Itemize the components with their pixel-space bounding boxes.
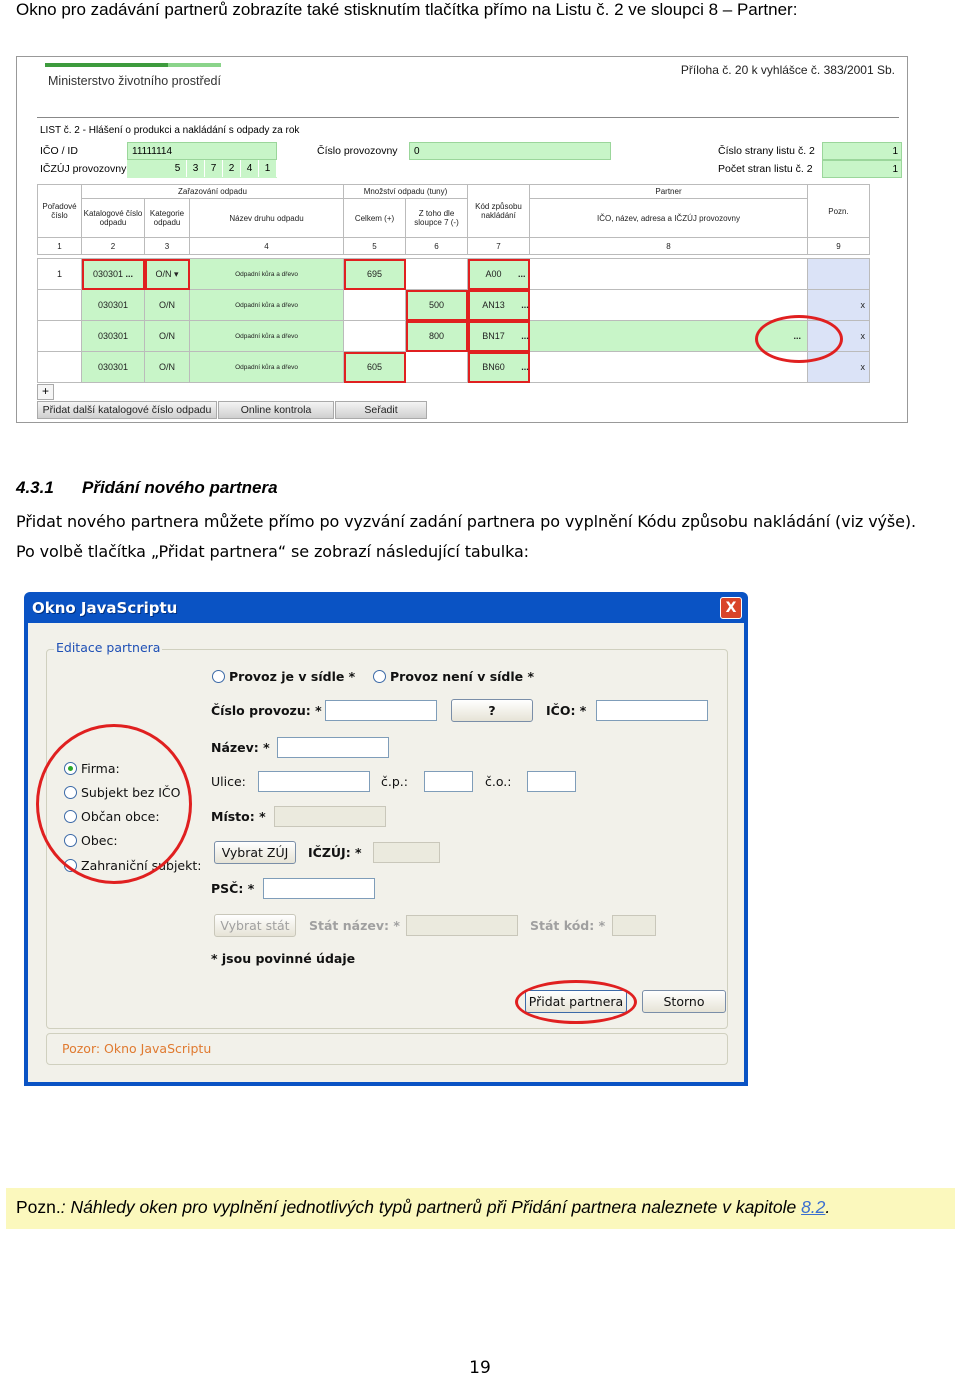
col-number: 1 bbox=[38, 238, 82, 255]
cell-kategorie-value: O/N bbox=[155, 268, 172, 279]
nazev-label: Název: * bbox=[211, 740, 270, 755]
misto-label: Místo: * bbox=[211, 809, 266, 824]
cell-kategorie[interactable]: O/N bbox=[145, 290, 190, 321]
cislo-provozu-label: Číslo provozu: * bbox=[211, 703, 322, 718]
section-title: Přidání nového partnera bbox=[82, 478, 278, 497]
cell-kategorie[interactable]: O/N bbox=[145, 321, 190, 352]
iczuj-digit: 5 bbox=[169, 160, 187, 177]
fieldset-legend: Editace partnera bbox=[56, 640, 161, 655]
cell-ztoho[interactable] bbox=[406, 352, 468, 383]
note-end: . bbox=[825, 1197, 831, 1217]
radio-label: Provoz je v sídle * bbox=[229, 669, 356, 684]
waste-table bbox=[37, 184, 870, 383]
col-number: 9 bbox=[808, 238, 870, 255]
paragraph: Přidat nového partnera můžete přímo po vyzvání zadání partnera po vyplnění Kódu způsobu nakládání (viz výše). bbox=[16, 512, 917, 531]
add-row-button[interactable]: + bbox=[37, 384, 54, 400]
cell-kod[interactable] bbox=[468, 352, 530, 383]
status-text: Pozor: Okno JavaScriptu bbox=[62, 1041, 212, 1056]
cislo-strany-field[interactable]: 1 bbox=[822, 142, 902, 160]
intro-text: Okno pro zadávání partnerů zobrazíte také stisknutím tlačítka přímo na Listu č. 2 ve sloupci 8 – Partner: bbox=[16, 0, 798, 19]
cell-nazev: Odpadní kůra a dřevo bbox=[190, 321, 344, 352]
iczuj-digit: 7 bbox=[205, 160, 223, 177]
storno-button[interactable]: Storno bbox=[642, 990, 726, 1013]
radio-provoz-sidle[interactable] bbox=[212, 669, 355, 684]
stat-nazev-input[interactable] bbox=[406, 915, 518, 936]
ico-label: IČO / ID bbox=[40, 145, 78, 157]
cell-partner[interactable] bbox=[530, 290, 808, 321]
cell-pozn[interactable]: x bbox=[808, 321, 870, 352]
kod-ellipsis-button[interactable]: ... bbox=[521, 300, 529, 310]
stat-nazev-label: Stát název: * bbox=[309, 918, 400, 933]
stat-kod-input[interactable] bbox=[612, 915, 656, 936]
radio-label: Subjekt bez IČO bbox=[81, 785, 181, 800]
header-katalogove: Katalogové číslo odpadu bbox=[82, 199, 145, 238]
iczuj-digit: 2 bbox=[223, 160, 241, 177]
radio-icon[interactable] bbox=[373, 670, 386, 683]
cell-kod-value: BN60 bbox=[482, 362, 505, 372]
cell-katalog[interactable]: 030301 bbox=[82, 352, 145, 383]
col-number: 5 bbox=[344, 238, 406, 255]
cell-pozn[interactable] bbox=[808, 259, 870, 290]
cell-ztoho[interactable]: 500 bbox=[406, 290, 468, 321]
iczuj-label: IČZÚJ: * bbox=[308, 845, 362, 860]
cell-ztoho[interactable] bbox=[406, 259, 468, 290]
header-ztoho: Z toho dle sloupce 7 (-) bbox=[406, 199, 468, 238]
divider bbox=[37, 117, 899, 118]
header-kod: Kód způsobu nakládání bbox=[468, 185, 530, 238]
sort-button[interactable]: Seřadit bbox=[335, 401, 427, 419]
cell-kod[interactable] bbox=[468, 259, 530, 290]
col-number: 8 bbox=[530, 238, 808, 255]
radio-label: Firma: bbox=[81, 761, 120, 776]
iczuj-field[interactable] bbox=[127, 160, 277, 178]
cell-celkem[interactable]: 605 bbox=[344, 352, 406, 383]
cell-kategorie[interactable]: O/N bbox=[145, 352, 190, 383]
cell-kategorie[interactable]: O/N ▾ bbox=[145, 259, 190, 290]
header-partner-group: Partner bbox=[530, 185, 808, 199]
cell-kod-value: BN17 bbox=[482, 331, 505, 341]
pocet-stran-label: Počet stran listu č. 2 bbox=[718, 163, 813, 175]
cell-katalog[interactable]: 030301 bbox=[82, 321, 145, 352]
chapter-link[interactable]: 8.2 bbox=[801, 1197, 826, 1217]
cell-kod[interactable] bbox=[468, 321, 530, 352]
section-heading bbox=[16, 478, 278, 498]
list-title: LIST č. 2 - Hlášení o produkci a nakládání s odpady za rok bbox=[40, 125, 300, 136]
ico-input[interactable] bbox=[596, 700, 708, 721]
header-mnozstvi: Množství odpadu (tuny) bbox=[344, 185, 468, 199]
iczuj-digit: 4 bbox=[241, 160, 259, 177]
col-number: 3 bbox=[145, 238, 190, 255]
cell-poradove: 1 bbox=[38, 259, 82, 290]
cell-nazev: Odpadní kůra a dřevo bbox=[190, 290, 344, 321]
cell-kod-value: A00 bbox=[485, 269, 502, 279]
cp-label: č.p.: bbox=[381, 774, 408, 789]
cell-celkem[interactable]: 695 bbox=[344, 259, 406, 290]
header-zarazovani: Zařazování odpadu bbox=[82, 185, 344, 199]
cell-poradove bbox=[38, 321, 82, 352]
page-number: 19 bbox=[469, 1358, 491, 1378]
cell-kod[interactable] bbox=[468, 290, 530, 321]
radio-label: Zahraniční subjekt: bbox=[81, 858, 202, 873]
priloha-text: Příloha č. 20 k vyhlášce č. 383/2001 Sb. bbox=[680, 63, 895, 77]
cislo-provozovny-field[interactable]: 0 bbox=[409, 142, 611, 160]
cp-input[interactable] bbox=[424, 771, 473, 792]
nazev-input[interactable] bbox=[277, 737, 389, 758]
cell-poradove bbox=[38, 290, 82, 321]
co-label: č.o.: bbox=[485, 774, 512, 789]
table-row bbox=[38, 321, 870, 352]
note-box bbox=[6, 1188, 955, 1229]
col-number: 2 bbox=[82, 238, 145, 255]
kod-ellipsis-button[interactable]: ... bbox=[521, 331, 529, 341]
header-kategorie: Kategorie odpadu bbox=[145, 199, 190, 238]
lookup-button[interactable]: ? bbox=[451, 699, 533, 722]
header-nazev: Název druhu odpadu bbox=[190, 199, 344, 238]
cell-pozn[interactable]: x bbox=[808, 290, 870, 321]
online-check-button[interactable]: Online kontrola bbox=[218, 401, 334, 419]
highlight-ellipse bbox=[755, 315, 843, 363]
table-row bbox=[38, 259, 870, 290]
vybrat-zuj-button[interactable]: Vybrat ZÚJ bbox=[214, 841, 296, 864]
header-partner: IČO, název, adresa a IČZÚJ provozovny bbox=[530, 199, 808, 238]
radio-label: Občan obce: bbox=[81, 809, 160, 824]
ministry-name: Ministerstvo životního prostředí bbox=[48, 74, 221, 88]
cell-kod-value: AN13 bbox=[482, 300, 505, 310]
ulice-input[interactable] bbox=[258, 771, 370, 792]
radio-label: Obec: bbox=[81, 833, 118, 848]
cell-partner[interactable] bbox=[530, 352, 808, 383]
paragraph: Po volbě tlačítka „Přidat partnera“ se zobrazí následující tabulka: bbox=[16, 542, 529, 561]
cell-ztoho[interactable]: 800 bbox=[406, 321, 468, 352]
kod-ellipsis-button[interactable]: ... bbox=[518, 269, 526, 279]
add-partner-button[interactable]: Přidat partnera bbox=[525, 990, 627, 1013]
misto-input[interactable] bbox=[274, 806, 386, 827]
partner-ellipsis-button[interactable]: ... bbox=[793, 331, 801, 341]
iczuj-digit: 3 bbox=[187, 160, 205, 177]
col-number: 4 bbox=[190, 238, 344, 255]
cell-partner[interactable] bbox=[530, 259, 808, 290]
ico-field[interactable]: 11111114 bbox=[127, 142, 277, 160]
highlight-ellipse bbox=[515, 980, 637, 1024]
javascript-dialog bbox=[24, 592, 748, 1086]
note-label: Pozn. bbox=[16, 1197, 61, 1217]
kod-ellipsis-button[interactable]: ... bbox=[521, 362, 529, 372]
cislo-provozovny-label: Číslo provozovny bbox=[317, 145, 398, 157]
close-icon[interactable]: X bbox=[720, 597, 742, 619]
header-pozn: Pozn. bbox=[808, 185, 870, 238]
dialog-body bbox=[28, 623, 744, 1082]
pocet-stran-field[interactable]: 1 bbox=[822, 160, 902, 178]
col-number: 7 bbox=[468, 238, 530, 255]
radio-provoz-nesidle[interactable] bbox=[373, 669, 534, 684]
cell-pozn[interactable]: x bbox=[808, 352, 870, 383]
required-note: * jsou povinné údaje bbox=[211, 951, 356, 966]
cell-celkem[interactable] bbox=[344, 321, 406, 352]
cell-katalog[interactable]: 030301 bbox=[82, 290, 145, 321]
table-row bbox=[38, 290, 870, 321]
co-input[interactable] bbox=[527, 771, 576, 792]
header-celkem: Celkem (+) bbox=[344, 199, 406, 238]
section-number: 4.3.1 bbox=[16, 478, 54, 497]
highlight-ellipse bbox=[36, 724, 192, 884]
header-poradove: Pořadové číslo bbox=[38, 185, 82, 238]
form-screenshot bbox=[16, 56, 908, 423]
iczuj-label: IČZÚJ provozovny bbox=[40, 163, 127, 175]
cell-nazev: Odpadní kůra a dřevo bbox=[190, 259, 344, 290]
stat-kod-label: Stát kód: * bbox=[530, 918, 606, 933]
cell-poradove bbox=[38, 352, 82, 383]
ulice-label: Ulice: bbox=[211, 774, 246, 789]
radio-label: Provoz není v sídle * bbox=[390, 669, 535, 684]
iczuj-input[interactable] bbox=[373, 842, 440, 863]
cislo-strany-label: Číslo strany listu č. 2 bbox=[718, 145, 815, 157]
iczuj-digit: 1 bbox=[259, 160, 277, 177]
cell-katalog[interactable] bbox=[82, 259, 145, 290]
psc-input[interactable] bbox=[263, 878, 375, 899]
dialog-title: Okno JavaScriptu bbox=[32, 599, 178, 617]
add-catalog-button[interactable]: Přidat další katalogové číslo odpadu bbox=[37, 401, 217, 419]
ministry-logo-bar bbox=[45, 63, 221, 67]
vybrat-stat-button[interactable]: Vybrat stát bbox=[214, 914, 296, 937]
cell-katalog-value: 030301 bbox=[92, 269, 123, 279]
ico-label: IČO: * bbox=[546, 703, 587, 718]
col-number: 6 bbox=[406, 238, 468, 255]
cell-celkem[interactable] bbox=[344, 290, 406, 321]
katalog-ellipsis-button[interactable]: ... bbox=[125, 269, 134, 279]
note-text: : Náhledy oken pro vyplnění jednotlivých typů partnerů při Přidání partnera naleznete v kapitole bbox=[60, 1197, 802, 1217]
cell-nazev: Odpadní kůra a dřevo bbox=[190, 352, 344, 383]
psc-label: PSČ: * bbox=[211, 881, 255, 896]
radio-icon[interactable] bbox=[212, 670, 225, 683]
cislo-provozu-input[interactable] bbox=[325, 700, 437, 721]
table-row bbox=[38, 352, 870, 383]
